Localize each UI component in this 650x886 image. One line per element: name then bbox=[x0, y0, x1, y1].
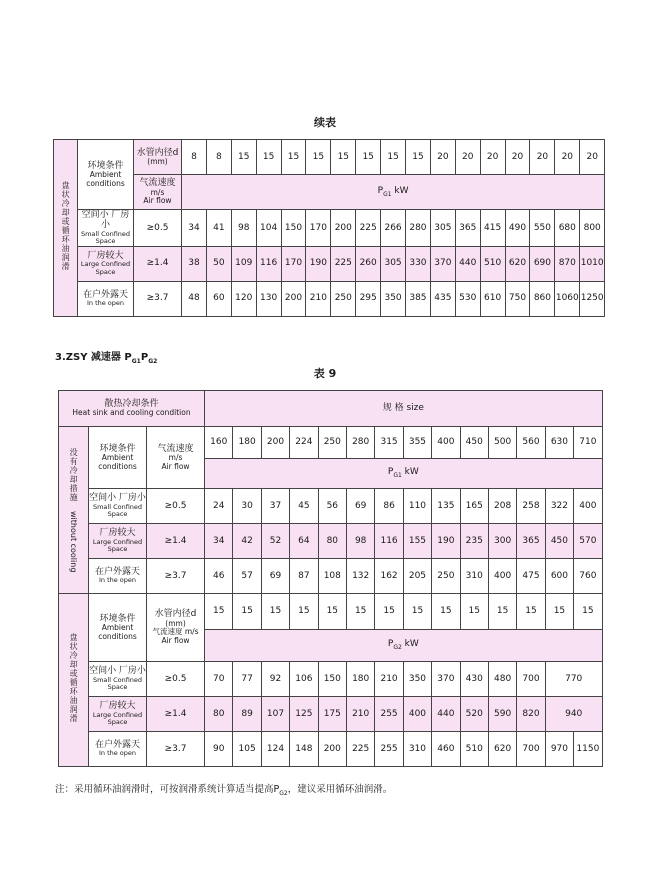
power-value-cell: 225 bbox=[346, 732, 374, 767]
power-value-cell: 200 bbox=[318, 732, 346, 767]
power-value-cell: 180 bbox=[346, 662, 374, 697]
power-value-cell: 148 bbox=[290, 732, 318, 767]
ambient-header: 环境条件 Ambient conditions bbox=[78, 140, 134, 210]
pipe-diameter-cell: 15 bbox=[331, 140, 356, 175]
section-heading-zsy: 3.ZSY 减速器 $P_{G1}P_{G2}$ bbox=[55, 352, 158, 365]
size-cell: 630 bbox=[545, 427, 573, 459]
power-value-cell: 700 bbox=[517, 662, 545, 697]
airflow-cell: ≥1.4 bbox=[134, 246, 182, 281]
airflow-cell: ≥1.4 bbox=[147, 697, 205, 732]
pipe-diameter-cell: 15 bbox=[356, 140, 381, 175]
pipe-diameter-cell: 15 bbox=[256, 140, 281, 175]
power-value-cell: 330 bbox=[406, 246, 431, 281]
pipe-diameter-cell: 15 bbox=[281, 140, 306, 175]
power-value-cell: 210 bbox=[346, 697, 374, 732]
row-condition-label: 空间小 厂房小 Small Confined Space bbox=[78, 210, 134, 247]
power-value-cell: 620 bbox=[488, 732, 516, 767]
power-value-cell: 385 bbox=[406, 281, 431, 316]
power-value-cell: 46 bbox=[205, 559, 233, 594]
size-cell: 500 bbox=[488, 427, 516, 459]
power-value-cell: 52 bbox=[261, 524, 289, 559]
pipe-diameter-cell: 15 bbox=[231, 140, 256, 175]
power-value-cell: 116 bbox=[375, 524, 403, 559]
power-value-cell: 107 bbox=[261, 697, 289, 732]
power-value-cell: 89 bbox=[233, 697, 261, 732]
size-cell: 710 bbox=[574, 427, 603, 459]
power-value-cell: 70 bbox=[205, 662, 233, 697]
power-value-cell: 56 bbox=[318, 489, 346, 524]
power-value-cell: 108 bbox=[318, 559, 346, 594]
power-value-cell: 820 bbox=[517, 697, 545, 732]
power-value-cell: 98 bbox=[231, 210, 256, 247]
table-row bbox=[59, 732, 603, 767]
pipe-diameter-cell: 15 bbox=[545, 594, 573, 630]
power-value-cell: 45 bbox=[290, 489, 318, 524]
power-value-cell: 370 bbox=[430, 246, 455, 281]
pipe-diameter-cell: 15 bbox=[318, 594, 346, 630]
pipe-airflow-header: 水管内径d (mm) 气流速度 m/s Air flow bbox=[147, 594, 205, 662]
side-label-cooling: 盘状冷却或循环油润滑 bbox=[54, 140, 78, 317]
power-value-cell: 255 bbox=[375, 697, 403, 732]
pipe-diameter-cell: 15 bbox=[432, 594, 460, 630]
power-value-cell: 170 bbox=[306, 210, 331, 247]
side-label-cooling: 盘状冷却或循环油润滑 bbox=[59, 594, 89, 767]
power-value-cell: 69 bbox=[346, 489, 374, 524]
size-cell: 250 bbox=[318, 427, 346, 459]
power-value-cell: 210 bbox=[306, 281, 331, 316]
size-cell: 160 bbox=[205, 427, 233, 459]
power-value-cell: 400 bbox=[403, 697, 431, 732]
power-value-cell: 77 bbox=[233, 662, 261, 697]
power-value-cell: 225 bbox=[356, 210, 381, 247]
power-value-cell: 430 bbox=[460, 662, 488, 697]
power-value-cell: 235 bbox=[460, 524, 488, 559]
power-table-continued bbox=[53, 139, 605, 317]
size-cell: 400 bbox=[432, 427, 460, 459]
pipe-diameter-cell: 15 bbox=[403, 594, 431, 630]
power-value-cell: 260 bbox=[356, 246, 381, 281]
footnote: 注：采用循环油润滑时，可按润滑系统计算适当提高$P_{G2}$，建议采用循环油润滑。 bbox=[55, 784, 393, 797]
power-value-cell: 130 bbox=[256, 281, 281, 316]
power-value-cell: 510 bbox=[460, 732, 488, 767]
power-value-cell: 370 bbox=[432, 662, 460, 697]
power-value-cell: 210 bbox=[375, 662, 403, 697]
table-row bbox=[59, 662, 603, 697]
power-value-cell: 69 bbox=[261, 559, 289, 594]
ambient-header: 环境条件 Ambient conditions bbox=[89, 594, 147, 662]
power-value-cell: 700 bbox=[517, 732, 545, 767]
row-condition-label: 在户外露天 In the open bbox=[78, 281, 134, 316]
power-value-cell: 400 bbox=[488, 559, 516, 594]
pipe-diameter-cell: 15 bbox=[574, 594, 603, 630]
pipe-diameter-cell: 15 bbox=[233, 594, 261, 630]
size-cell: 200 bbox=[261, 427, 289, 459]
power-value-cell: 64 bbox=[290, 524, 318, 559]
pipe-diameter-cell: 8 bbox=[182, 140, 207, 175]
table-row bbox=[59, 427, 603, 459]
power-value-cell: 132 bbox=[346, 559, 374, 594]
heat-sink-header: 散热冷却条件 Heat sink and cooling condition bbox=[59, 391, 205, 427]
airflow-cell: ≥0.5 bbox=[134, 210, 182, 247]
power-value-cell: 225 bbox=[331, 246, 356, 281]
power-label-g1: $P_{G1}$ kW bbox=[205, 459, 603, 489]
pipe-diameter-cell: 20 bbox=[530, 140, 555, 175]
pipe-diameter-cell: 15 bbox=[460, 594, 488, 630]
table-row bbox=[59, 524, 603, 559]
row-condition-label: 空间小 厂房小 Small Confined Space bbox=[89, 489, 147, 524]
power-value-cell: 310 bbox=[403, 732, 431, 767]
power-value-cell: 86 bbox=[375, 489, 403, 524]
power-value-cell: 80 bbox=[205, 697, 233, 732]
pipe-diameter-cell: 20 bbox=[580, 140, 605, 175]
power-value-cell: 90 bbox=[205, 732, 233, 767]
power-value-cell: 365 bbox=[455, 210, 480, 247]
power-value-cell: 37 bbox=[261, 489, 289, 524]
pipe-diameter-cell: 20 bbox=[455, 140, 480, 175]
size-cell: 560 bbox=[517, 427, 545, 459]
power-value-cell: 800 bbox=[580, 210, 605, 247]
power-value-cell: 520 bbox=[460, 697, 488, 732]
power-value-cell: 322 bbox=[545, 489, 573, 524]
row-condition-label: 在户外露天 In the open bbox=[89, 559, 147, 594]
power-value-cell: 510 bbox=[480, 246, 505, 281]
airflow-header: 气流速度 m/s Air flow bbox=[147, 427, 205, 489]
airflow-cell: ≥1.4 bbox=[147, 524, 205, 559]
table-row bbox=[59, 559, 603, 594]
power-value-cell: 1250 bbox=[580, 281, 605, 316]
power-value-cell: 530 bbox=[455, 281, 480, 316]
pipe-diameter-cell: 15 bbox=[488, 594, 516, 630]
airflow-cell: ≥3.7 bbox=[134, 281, 182, 316]
airflow-cell: ≥3.7 bbox=[147, 559, 205, 594]
power-value-cell: 165 bbox=[460, 489, 488, 524]
power-value-cell: 620 bbox=[505, 246, 530, 281]
table-title-continued: 续表 bbox=[314, 116, 336, 129]
power-value-cell: 610 bbox=[480, 281, 505, 316]
pipe-diameter-cell: 20 bbox=[555, 140, 580, 175]
power-value-cell: 41 bbox=[206, 210, 231, 247]
power-value-cell: 116 bbox=[256, 246, 281, 281]
pipe-diameter-cell: 20 bbox=[505, 140, 530, 175]
power-value-cell: 175 bbox=[318, 697, 346, 732]
power-value-cell: 30 bbox=[233, 489, 261, 524]
spec-header: 规 格 size bbox=[205, 391, 603, 427]
power-value-cell: 105 bbox=[233, 732, 261, 767]
power-value-cell: 1060 bbox=[555, 281, 580, 316]
pipe-diameter-cell: 15 bbox=[205, 594, 233, 630]
power-value-cell: 38 bbox=[182, 246, 207, 281]
table-row bbox=[54, 246, 605, 281]
power-value-cell: 940 bbox=[545, 697, 602, 732]
size-cell: 355 bbox=[403, 427, 431, 459]
power-value-cell: 48 bbox=[182, 281, 207, 316]
power-value-cell: 870 bbox=[555, 246, 580, 281]
power-value-cell: 415 bbox=[480, 210, 505, 247]
power-value-cell: 255 bbox=[375, 732, 403, 767]
power-value-cell: 266 bbox=[381, 210, 406, 247]
power-value-cell: 690 bbox=[530, 246, 555, 281]
power-value-cell: 570 bbox=[574, 524, 603, 559]
row-condition-label: 厂房较大 Large Confined Space bbox=[89, 524, 147, 559]
pipe-diameter-cell: 20 bbox=[430, 140, 455, 175]
power-value-cell: 300 bbox=[488, 524, 516, 559]
power-value-cell: 42 bbox=[233, 524, 261, 559]
pipe-diameter-cell: 15 bbox=[381, 140, 406, 175]
power-value-cell: 305 bbox=[381, 246, 406, 281]
power-value-cell: 350 bbox=[381, 281, 406, 316]
power-value-cell: 120 bbox=[231, 281, 256, 316]
size-cell: 315 bbox=[375, 427, 403, 459]
power-value-cell: 190 bbox=[306, 246, 331, 281]
table-9 bbox=[58, 390, 603, 767]
power-value-cell: 860 bbox=[530, 281, 555, 316]
power-value-cell: 1150 bbox=[574, 732, 603, 767]
power-value-cell: 440 bbox=[455, 246, 480, 281]
power-value-cell: 770 bbox=[545, 662, 602, 697]
power-value-cell: 87 bbox=[290, 559, 318, 594]
power-value-cell: 460 bbox=[432, 732, 460, 767]
power-value-cell: 970 bbox=[545, 732, 573, 767]
power-value-cell: 110 bbox=[403, 489, 431, 524]
power-value-cell: 310 bbox=[460, 559, 488, 594]
row-condition-label: 在户外露天 In the open bbox=[89, 732, 147, 767]
power-value-cell: 80 bbox=[318, 524, 346, 559]
power-value-cell: 400 bbox=[574, 489, 603, 524]
power-value-cell: 680 bbox=[555, 210, 580, 247]
power-value-cell: 24 bbox=[205, 489, 233, 524]
power-value-cell: 150 bbox=[318, 662, 346, 697]
power-value-cell: 34 bbox=[182, 210, 207, 247]
power-value-cell: 480 bbox=[488, 662, 516, 697]
power-label: $P_{G1}$ kW bbox=[182, 175, 605, 210]
pipe-diameter-cell: 15 bbox=[306, 140, 331, 175]
power-value-cell: 104 bbox=[256, 210, 281, 247]
power-value-cell: 1010 bbox=[580, 246, 605, 281]
table-row bbox=[59, 489, 603, 524]
power-value-cell: 590 bbox=[488, 697, 516, 732]
power-value-cell: 280 bbox=[406, 210, 431, 247]
table-row bbox=[59, 697, 603, 732]
size-cell: 180 bbox=[233, 427, 261, 459]
size-cell: 280 bbox=[346, 427, 374, 459]
size-cell: 450 bbox=[460, 427, 488, 459]
pipe-diameter-cell: 15 bbox=[517, 594, 545, 630]
power-value-cell: 208 bbox=[488, 489, 516, 524]
power-value-cell: 440 bbox=[432, 697, 460, 732]
power-value-cell: 155 bbox=[403, 524, 431, 559]
power-value-cell: 190 bbox=[432, 524, 460, 559]
power-value-cell: 98 bbox=[346, 524, 374, 559]
table-row bbox=[59, 594, 603, 630]
table-9-title: 表 9 bbox=[313, 367, 337, 380]
power-label-g2: $P_{G2}$ kW bbox=[205, 630, 603, 662]
power-value-cell: 125 bbox=[290, 697, 318, 732]
power-value-cell: 50 bbox=[206, 246, 231, 281]
pipe-diameter-cell: 15 bbox=[346, 594, 374, 630]
pipe-diameter-cell: 15 bbox=[290, 594, 318, 630]
power-value-cell: 150 bbox=[281, 210, 306, 247]
row-condition-label: 空间小 厂房小 Small Confined Space bbox=[89, 662, 147, 697]
pipe-diameter-header: 水管内径d (mm) bbox=[134, 140, 182, 175]
power-value-cell: 109 bbox=[231, 246, 256, 281]
power-value-cell: 365 bbox=[517, 524, 545, 559]
side-label-no-cooling: 没有冷却措施 without cooling bbox=[59, 427, 89, 594]
power-value-cell: 490 bbox=[505, 210, 530, 247]
table-row bbox=[54, 281, 605, 316]
power-value-cell: 106 bbox=[290, 662, 318, 697]
power-value-cell: 92 bbox=[261, 662, 289, 697]
pipe-diameter-cell: 15 bbox=[261, 594, 289, 630]
pipe-diameter-cell: 8 bbox=[206, 140, 231, 175]
power-value-cell: 135 bbox=[432, 489, 460, 524]
power-value-cell: 295 bbox=[356, 281, 381, 316]
ambient-header: 环境条件 Ambient conditions bbox=[89, 427, 147, 489]
power-value-cell: 124 bbox=[261, 732, 289, 767]
power-value-cell: 34 bbox=[205, 524, 233, 559]
power-value-cell: 475 bbox=[517, 559, 545, 594]
power-value-cell: 750 bbox=[505, 281, 530, 316]
airflow-cell: ≥0.5 bbox=[147, 662, 205, 697]
table-row bbox=[54, 210, 605, 247]
power-value-cell: 258 bbox=[517, 489, 545, 524]
power-value-cell: 57 bbox=[233, 559, 261, 594]
power-value-cell: 550 bbox=[530, 210, 555, 247]
power-value-cell: 600 bbox=[545, 559, 573, 594]
airflow-cell: ≥3.7 bbox=[147, 732, 205, 767]
pipe-diameter-cell: 15 bbox=[375, 594, 403, 630]
power-value-cell: 170 bbox=[281, 246, 306, 281]
airflow-cell: ≥0.5 bbox=[147, 489, 205, 524]
row-condition-label: 厂房较大 Large Confined Space bbox=[89, 697, 147, 732]
power-value-cell: 250 bbox=[331, 281, 356, 316]
power-value-cell: 350 bbox=[403, 662, 431, 697]
power-value-cell: 450 bbox=[545, 524, 573, 559]
power-value-cell: 435 bbox=[430, 281, 455, 316]
pipe-diameter-cell: 20 bbox=[480, 140, 505, 175]
power-value-cell: 162 bbox=[375, 559, 403, 594]
size-cell: 224 bbox=[290, 427, 318, 459]
power-value-cell: 250 bbox=[432, 559, 460, 594]
power-value-cell: 760 bbox=[574, 559, 603, 594]
power-value-cell: 305 bbox=[430, 210, 455, 247]
power-value-cell: 200 bbox=[281, 281, 306, 316]
power-value-cell: 205 bbox=[403, 559, 431, 594]
power-value-cell: 200 bbox=[331, 210, 356, 247]
airflow-header: 气流速度 m/s Air flow bbox=[134, 175, 182, 210]
pipe-diameter-cell: 15 bbox=[406, 140, 431, 175]
power-value-cell: 60 bbox=[206, 281, 231, 316]
row-condition-label: 厂房较大 Large Confined Space bbox=[78, 246, 134, 281]
